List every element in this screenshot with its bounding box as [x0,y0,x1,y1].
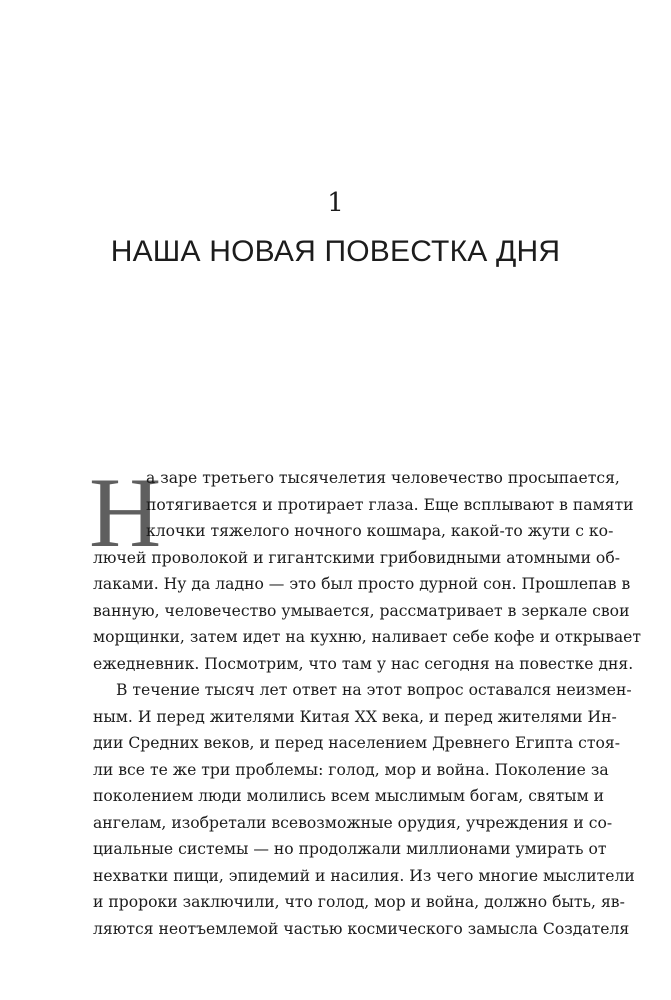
text-line: и пророки заключили, что голод, мор и война, должно быть, яв- [93,893,625,911]
text-line: лючей проволокой и гигантскими грибовидными атомными об- [93,549,620,567]
text-line: ным. И перед жителями Китая XX века, и перед жителями Ин- [93,708,617,726]
text-line: морщинки, затем идет на кухню, наливает себе кофе и открывает [93,628,642,646]
text-line: ангелам, изобретали всевозможные орудия, учреждения и со- [93,814,613,832]
text-line: а заре третьего тысячелетия человечество просыпается, [146,469,620,487]
chapter-title: НАША НОВАЯ ПОВЕСТКА ДНЯ [110,235,561,268]
text-line: дии Средних веков, и перед населением Древнего Египта стоя- [93,734,620,752]
drop-cap: Н [89,457,162,568]
text-line: ежедневник. Посмотрим, что там у нас сегодня на повестке дня. [93,655,634,673]
text-line: ли все те же три проблемы: голод, мор и война. Поколение за [93,761,609,779]
text-line: циальные системы — но продолжали миллионами умирать от [93,840,607,858]
text-line: ванную, человечество умывается, рассматривает в зеркале свои [93,602,630,620]
text-line: поколением люди молились всем мыслимым богам, святым и [93,787,605,805]
text-line: клочки тяжелого ночного кошмара, какой-то жути с ко- [146,522,614,540]
text-line: ляются неотъемлемой частью космического замысла Создателя [93,920,630,938]
text-line: В течение тысяч лет ответ на этот вопрос оставался неизмен- [116,681,632,699]
chapter-number: 1 [327,188,344,218]
text-line: нехватки пищи, эпидемий и насилия. Из чего многие мыслители [93,867,635,885]
text-line: потягивается и протирает глаза. Еще всплывают в памяти [146,496,634,514]
text-line: лаками. Ну да ладно — это был просто дурной сон. Прошлепав в [93,575,631,593]
